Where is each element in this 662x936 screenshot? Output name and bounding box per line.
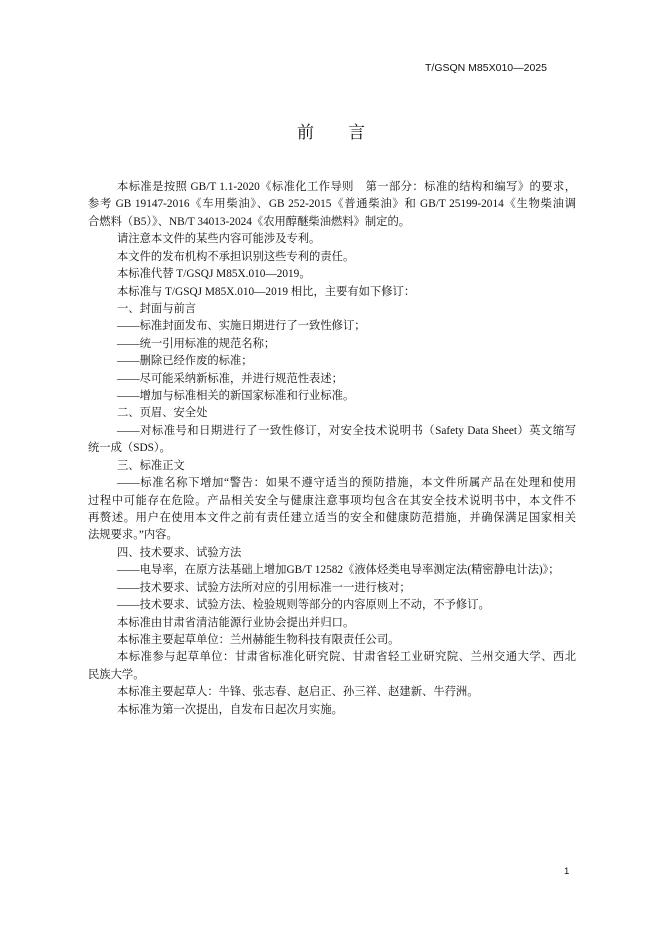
- main-drafters: [88, 684, 576, 701]
- text-line: ——删除已经作废的标准；: [117, 355, 253, 368]
- intro-paragraph: [88, 179, 576, 231]
- text-line: 二、页眉、安全处: [117, 407, 208, 420]
- patent-disclaimer: [88, 249, 576, 266]
- text-line: 三、标准正文: [117, 459, 185, 472]
- text-line: 民族大学。: [88, 668, 145, 681]
- text-line: 合燃料（B5）》、NB/T 34013-2024《农用醇醚柴油燃料》制定的。: [88, 215, 411, 228]
- text-line: ——统一引用标准的规范名称；: [117, 337, 276, 350]
- text-line: 本标准主要起草人：牛锋、张志春、赵启正、孙三祥、赵建新、牛荇洲。: [117, 686, 479, 699]
- revision-item: [88, 353, 576, 370]
- section-heading: [88, 405, 576, 422]
- text-line: 参考 GB 19147-2016《车用柴油》、GB 252-2015《普通柴油》和 GB/T 25199-2014《生物柴油调: [88, 198, 576, 211]
- revision-intro: [88, 284, 576, 301]
- revision-item: [88, 371, 576, 388]
- participating-drafting-units: [88, 649, 576, 684]
- revision-item: [88, 597, 576, 614]
- revision-item: [88, 475, 576, 545]
- text-line: 再赘述。用户在使用本文件之前有责任建立适当的安全和健康防范措施，并确保满足国家相关: [88, 512, 576, 525]
- proposer-statement: [88, 615, 576, 632]
- text-line: 本标准为第一次提出，自发布日起次月实施。: [117, 703, 343, 716]
- section-heading: [88, 545, 576, 562]
- text-line: 一、封面与前言: [117, 302, 197, 315]
- text-line: ——电导率，在原方法基础上增加GB/T 12582《液体烃类电导率测定法(精密静电计法)》；: [117, 564, 560, 577]
- text-line: 请注意本文件的某些内容可能涉及专利。: [117, 233, 321, 246]
- section-heading: [88, 458, 576, 475]
- patent-notice: [88, 231, 576, 248]
- main-drafting-unit: [88, 632, 576, 649]
- text-line: ——技术要求、试验方法、检验规则等部分的内容原则上不动，不予修订。: [117, 599, 490, 612]
- text-line: 法规要求。”内容。: [88, 529, 178, 542]
- text-line: ——标准名称下增加“警告：如果不遵守适当的预防措施，本文件所属产品在处理和使用: [117, 477, 576, 490]
- text-line: 四、技术要求、试验方法: [117, 546, 242, 559]
- revision-item: [88, 423, 576, 458]
- revision-item: [88, 388, 576, 405]
- text-line: 过程中可能存在危险。产品相关安全与健康注意事项均包含在其安全技术说明书中，本文件不: [88, 494, 576, 507]
- text-line: 本标准代替 T/GSQJ M85X.010—2019。: [117, 268, 311, 281]
- text-line: 本标准由甘肃省清洁能源行业协会提出并归口。: [117, 616, 355, 629]
- document-number: T/GSQN M85X010—2025: [425, 62, 547, 74]
- text-line: ——标准封面发布、实施日期进行了一致性修订；: [117, 320, 366, 333]
- page-number: 1: [564, 866, 570, 877]
- foreword-body: [88, 179, 576, 719]
- text-line: 本标准主要起草单位：兰州赫能生物科技有限责任公司。: [117, 633, 400, 646]
- text-line: 本标准是按照 GB/T 1.1-2020《标准化工作导则 第一部分：标准的结构和编写》的要求，: [117, 181, 576, 193]
- revision-item: [88, 580, 576, 597]
- text-line: ——技术要求、试验方法所对应的引用标准一一进行核对；: [117, 581, 411, 594]
- section-heading: [88, 301, 576, 318]
- text-line: 本标准与 T/GSQJ M85X.010—2019 相比，主要有如下修订：: [117, 285, 416, 298]
- text-line: ——尽可能采纳新标准，并进行规范性表述；: [117, 372, 343, 385]
- revision-item: [88, 318, 576, 335]
- supersedes-statement: [88, 266, 576, 283]
- implementation-statement: [88, 702, 576, 719]
- page-title: 前 言: [297, 123, 365, 143]
- text-line: 统一成（SDS）。: [88, 442, 171, 455]
- text-line: ——对标准号和日期进行了一致性修订，对安全技术说明书（Safety Data Sheet）英文缩写: [117, 424, 576, 437]
- revision-item: [88, 562, 576, 579]
- text-line: 本标准参与起草单位：甘肃省标准化研究院、甘肃省轻工业研究院、兰州交通大学、西北: [117, 651, 576, 664]
- text-line: 本文件的发布机构不承担识别这些专利的责任。: [117, 250, 355, 263]
- revision-item: [88, 336, 576, 353]
- text-line: ——增加与标准相关的新国家标准和行业标准。: [117, 390, 355, 403]
